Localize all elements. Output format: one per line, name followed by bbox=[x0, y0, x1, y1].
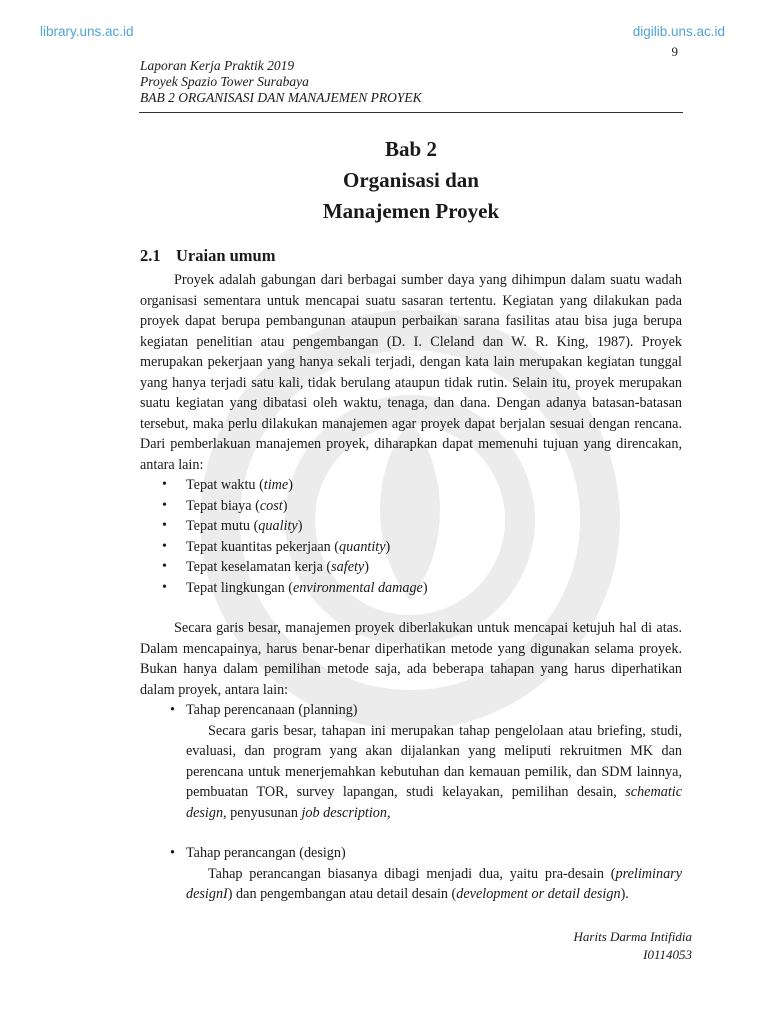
chapter-title bbox=[140, 134, 682, 227]
spacer bbox=[140, 823, 682, 843]
page-number: 9 bbox=[671, 44, 678, 59]
list-item: • Tepat lingkungan (environmental damage) bbox=[140, 578, 682, 599]
watermark-right-link[interactable]: digilib.uns.ac.id bbox=[632, 24, 725, 39]
stage-title: • Tahap perencanaan (planning) bbox=[186, 702, 358, 718]
header-divider bbox=[139, 112, 683, 113]
stage-description: Secara garis besar, tahapan ini merupakan tahap pengelolaan atau briefing, studi, evaluasi, dan program yang akan dijalankan yang meliputi rekruitmen MK dan perencana untuk menerjemahkan kebutuhan dan kemauan pemilik, dan SDM lainnya, pembuatan TOR, survey lapangan, studi kelayakan, pemilihan desain, schematic design, penyusunan job description, bbox=[186, 722, 682, 821]
list-item: • Tepat kuantitas pekerjaan (quantity) bbox=[140, 537, 682, 558]
watermark-left-link[interactable]: library.uns.ac.id bbox=[40, 24, 134, 39]
stage-title: • Tahap perancangan (design) bbox=[186, 845, 346, 861]
spacer bbox=[140, 598, 682, 618]
stages-list bbox=[140, 700, 682, 823]
author-name: Harits Darma Intifidia bbox=[573, 929, 692, 944]
paragraph-intro: Proyek adalah gabungan dari berbagai sumber daya yang dihimpun dalam suatu wadah organisasi sementara untuk mencapai suatu sasaran tertentu. Kegiatan yang dilakukan pada proyek dapat berupa pembangunan ataupun perbaikan sarana fasilitas atau bisa juga berupa kegiatan penelitian atau pengembangan (D. I. Cleland dan W. R. King, 1987). Proyek merupakan pekerjaan yang hanya sekali terjadi, dengan kata lain merupakan kegiatan tunggal yang hanya terjadi satu kali, tidak berulang ataupun tidak rutin. Selain itu, proyek merupakan suatu kegiatan yang dibatasi oleh waktu, tenaga, dan dana. Dengan adanya batasan-batasan tersebut, maka perlu dilakukan manajemen agar proyek dapat berjalan sesuai dengan rencana. Dari pemberlakuan manajemen proyek, diharapkan dapat memenuhi tujuan yang direncakan, antara lain: bbox=[140, 272, 682, 473]
stage-item bbox=[140, 700, 682, 823]
chapter-title-line1: Organisasi dan bbox=[343, 168, 479, 192]
running-head bbox=[140, 58, 682, 106]
author-id: I0114053 bbox=[643, 947, 692, 962]
list-item: • Tepat biaya (cost) bbox=[140, 496, 682, 517]
chapter-number: Bab 2 bbox=[385, 137, 437, 161]
stages-list bbox=[140, 843, 682, 905]
running-head-report: Laporan Kerja Praktik 2019 bbox=[140, 58, 295, 73]
stage-item bbox=[140, 843, 682, 905]
goals-list bbox=[140, 475, 682, 598]
stage-description: Tahap perancangan biasanya dibagi menjadi dua, yaitu pra-desain (preliminary designI) dan pengembangan atau detail desain (development or detail design). bbox=[186, 865, 682, 902]
section-number: 2.1 bbox=[140, 246, 161, 265]
list-item: • Tepat waktu (time) bbox=[140, 475, 682, 496]
chapter-title-line2: Manajemen Proyek bbox=[322, 199, 500, 223]
section-title: Uraian umum bbox=[176, 246, 276, 265]
paragraph-stages-intro: Secara garis besar, manajemen proyek diberlakukan untuk mencapai ketujuh hal di atas. Dalam mencapainya, harus benar-benar diperhatikan metode yang digunakan selama proyek. Bukan hanya dalam pemilihan metode saja, ada beberapa tahapan yang harus diperhatikan dalam proyek, antara lain: bbox=[140, 620, 682, 698]
running-head-project: Proyek Spazio Tower Surabaya bbox=[140, 74, 309, 89]
list-item: • Tepat keselamatan kerja (safety) bbox=[140, 557, 682, 578]
running-head-chapter: BAB 2 ORGANISASI DAN MANAJEMEN PROYEK bbox=[140, 90, 422, 105]
section-heading bbox=[140, 246, 275, 266]
list-item: • Tepat mutu (quality) bbox=[140, 516, 682, 537]
body-text bbox=[140, 270, 682, 905]
author-footer bbox=[574, 928, 692, 964]
